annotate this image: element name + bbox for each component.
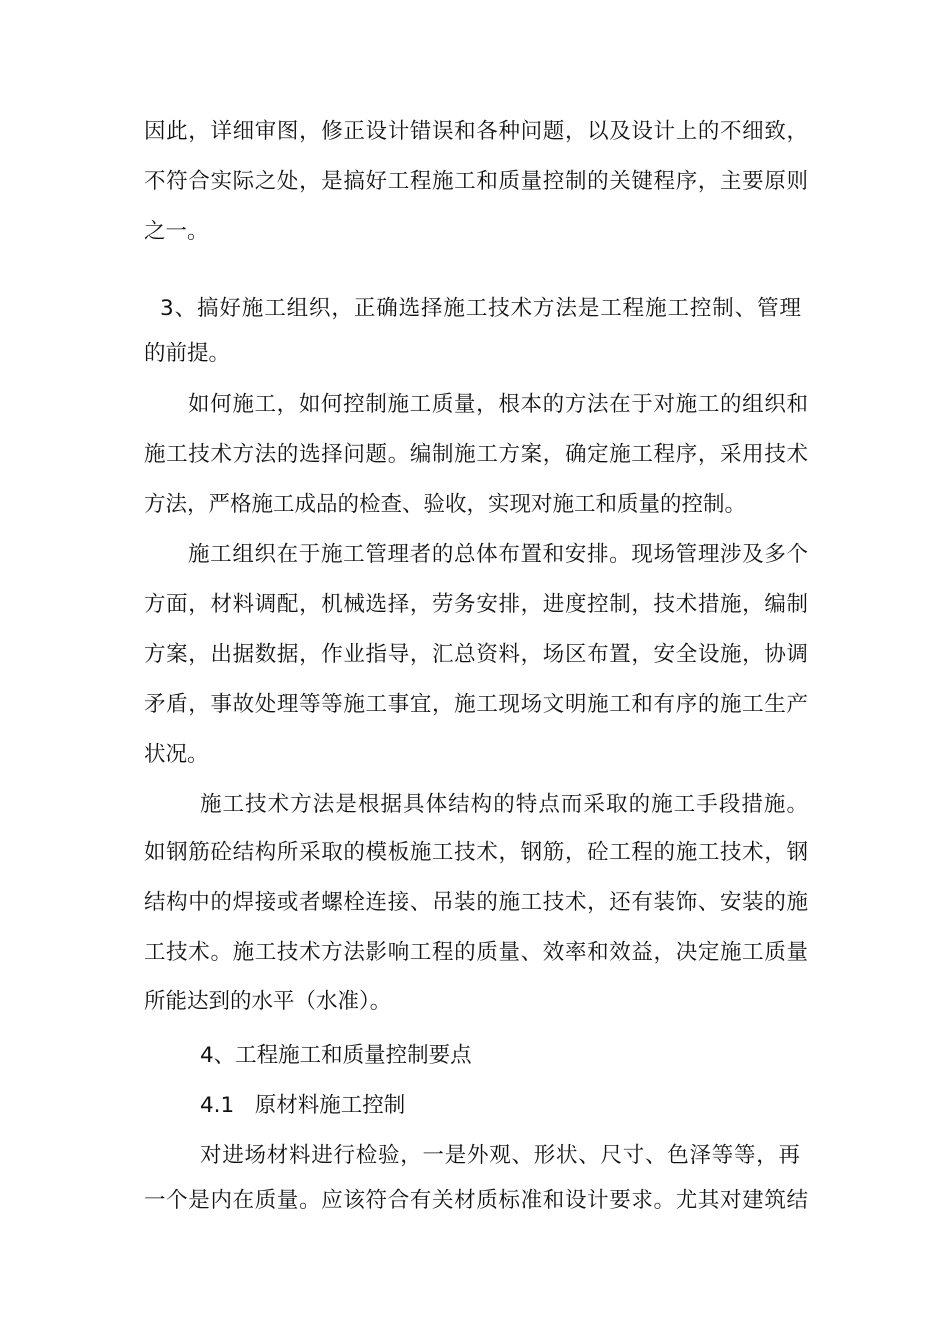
paragraph-line: 一个是内在质量。应该符合有关材质标准和设计要求。尤其对建筑结 (144, 1188, 808, 1213)
subsection-heading: 4.1 原材料施工控制 (200, 1093, 406, 1118)
paragraph-line: 如何施工，如何控制施工质量，根本的方法在于对施工的组织和 (188, 392, 808, 417)
paragraph-line: 因此，详细审图，修正设计错误和各种问题，以及设计上的不细致， (144, 119, 808, 144)
paragraph-line: 对进场材料进行检验，一是外观、形状、尺寸、色泽等等，再 (200, 1143, 800, 1168)
paragraph-line: 所能达到的水平（水准）。 (144, 989, 392, 1014)
section-heading: 3、搞好施工组织，正确选择施工技术方法是工程施工控制、管理 (160, 296, 801, 321)
paragraph-line: 之一。 (144, 219, 209, 244)
paragraph-line: 工技术。施工技术方法影响工程的质量、效率和效益，决定施工质量 (144, 940, 808, 965)
paragraph-line: 施工组织在于施工管理者的总体布置和安排。现场管理涉及多个 (188, 542, 808, 567)
paragraph-line: 施工技术方法的选择问题。编制施工方案，确定施工程序，采用技术 (144, 442, 808, 467)
paragraph-line: 方法，严格施工成品的检查、验收，实现对施工和质量的控制。 (144, 492, 747, 517)
paragraph-line: 方面，材料调配，机械选择，劳务安排，进度控制，技术措施，编制 (144, 592, 808, 617)
paragraph-line: 结构中的焊接或者螺栓连接、吊装的施工技术，还有装饰、安装的施 (144, 890, 808, 915)
section-heading-continuation: 的前提。 (144, 341, 231, 366)
section-heading: 4、工程施工和质量控制要点 (200, 1043, 472, 1068)
paragraph-line: 不符合实际之处，是搞好工程施工和质量控制的关键程序，主要原则 (144, 169, 808, 194)
paragraph-line: 矛盾，事故处理等等施工事宜，施工现场文明施工和有序的施工生产 (144, 692, 808, 717)
paragraph-line: 方案，出据数据，作业指导，汇总资料，场区布置，安全设施，协调 (144, 642, 808, 667)
paragraph-line: 状况。 (144, 742, 209, 767)
paragraph-line: 如钢筋砼结构所采取的模板施工技术，钢筋，砼工程的施工技术，钢 (144, 840, 808, 865)
paragraph-line: 施工技术方法是根据具体结构的特点而采取的施工手段措施。 (200, 792, 808, 817)
